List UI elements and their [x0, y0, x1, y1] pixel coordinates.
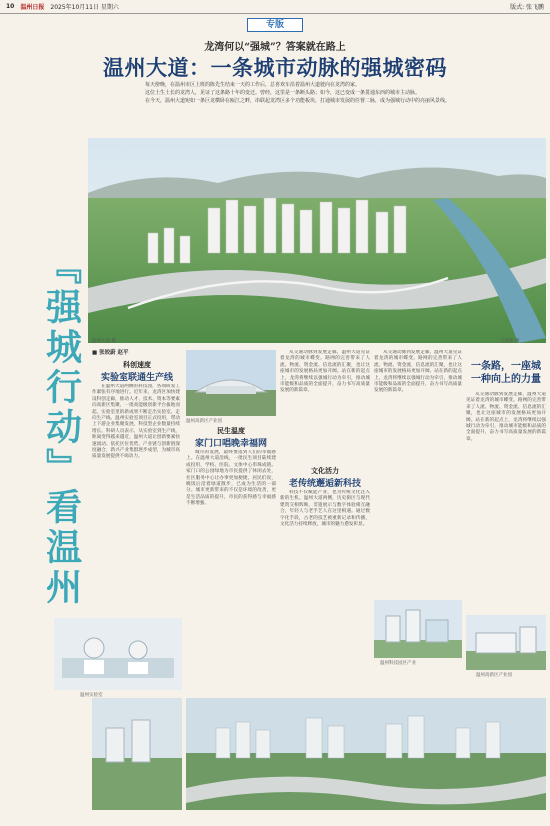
kicker: 龙湾何以“强城”？答案就在路上: [204, 42, 346, 53]
culture-center-illustration: [186, 350, 276, 416]
article-column-culture: [280, 490, 370, 690]
subhead-innovation: [92, 360, 182, 383]
editor-credit: 版式: 张飞鹏: [510, 4, 544, 11]
culture-center-photo: [186, 350, 276, 416]
subhead-culture-small: 文化活力: [311, 466, 339, 475]
bottom-panorama-photo: [186, 698, 546, 810]
article-column-livelihood-b: [280, 350, 370, 460]
lede-paragraph: 这位土生土长的龙湾人，见证了这条路十年的变迁。曾经，这里是一条断头路；如今，这已变成一条贯通东西的城市主动脉。: [145, 90, 421, 96]
headline: 温州大道：一条城市动脉的强城密码: [103, 55, 447, 80]
bottom-left-illustration: [92, 698, 182, 810]
paragraph: 从交通动脉到发展走廊，温州大道见证着龙湾的城市蝶变。路网的完善带来了人流、物流、资金流、信息流的汇聚，也让这座城市的发展格局更加开阔。站在新的起点上，龙湾将继续以强城行动为牵引，推动城市能级和品质的全面提升，奋力书写高质量发展的新篇章。: [280, 350, 370, 394]
tech-park-illustration: [374, 600, 462, 658]
subhead-livelihood-big: 家门口唱晚幸福网: [194, 439, 267, 449]
industrial-park-illustration: [466, 615, 546, 670]
article-column-innovation: [92, 384, 180, 624]
paper-name: 温州日报: [20, 4, 45, 11]
masthead-bar: [0, 0, 550, 14]
subhead-culture-big: 老传统邂逅新科技: [288, 479, 361, 489]
main-photo-credit-right: 王国泰 摄: [500, 339, 520, 344]
main-aerial-photo: [88, 138, 546, 343]
paragraph: 在温州大道两侧的科技园，各项研发工作紧张有序地进行。近年来，龙湾区加快建设科创走廊，推动人才、技术、资本等要素向高新区集聚，一批高能级创新平台拔地而起。实验室里的新成果不断走出实验室、走向生产线。温州实验室项目正式投用，带动上下游企业集聚发展，科技型企业数量持续增长。科研人员表示，从实验室到生产线，距离变得越来越近，温州大道让创新要素快速流动。依托区位优势，产业链与创新链深度融合，新兴产业集群逐步成型，为城市高质量发展提供不竭动力。: [92, 384, 180, 460]
tech-park-caption: 温州科技园区产业: [380, 661, 416, 666]
tech-park-photo: [374, 600, 462, 658]
lab-photo-caption: 温州实验室: [80, 693, 103, 698]
right-heading-line-1: 一条路，一座城: [471, 361, 541, 372]
right-heading-line-2: 一种向上的力量: [471, 374, 541, 385]
paragraph: 科技不仅赋能产业，也为传统文化注入新的生机。温州大道两侧，历史街区与现代建筑交相辉映，非遗展示与数字体验相互融合，年轻人与老手艺人在这里相遇。通过数字化手段，古老的技艺被重新记录和传播，文化活力持续释放，城市的魅力愈发彰显。: [280, 490, 370, 528]
subhead-innovation-big: 实验室联通生产线: [100, 373, 173, 383]
paragraph: 从交通动脉到发展走廊，温州大道见证着龙湾的城市蝶变。路网的完善带来了人流、物流、资金流、信息流的汇聚，也让这座城市的发展格局更加开阔。站在新的起点上，龙湾将继续以强城行动为牵引，推动城市能级和品质的全面提升，奋力书写高质量发展的新篇章。: [466, 392, 546, 442]
byline: ■ 张皎蔚 赵平: [92, 350, 129, 356]
paragraph: 城市的发展，最终要落到人们的幸福感上。在温州大道沿线，一批民生项目陆续建成投用，学校、医院、文体中心串珠成链。家门口的公园绿地为市民提供了休闲去处，社区服务中心让办事更加便捷。居民们说，晚饭后沿着绿道散步，已成为生活的一部分。城市更新带来的不仅是环境的改善，更是生活品质的提升，市民的获得感与幸福感不断增强。: [186, 450, 276, 507]
subhead-innovation-small: 科创速度: [123, 360, 151, 369]
lab-illustration: [54, 618, 182, 690]
culture-center-caption: 温州高新区产业园: [186, 419, 222, 424]
industrial-park-caption: 温州高新区产业园: [476, 673, 512, 678]
subhead-livelihood: [186, 426, 276, 449]
main-photo-credit-left: 温州大道 摄: [92, 339, 116, 344]
article-column-livelihood-a: [186, 450, 276, 690]
vertical-banner: [36, 248, 88, 628]
subhead-culture: [280, 466, 370, 489]
page-number: 10: [6, 3, 15, 10]
paragraph: 从交通动脉到发展走廊，温州大道见证着龙湾的城市蝶变。路网的完善带来了人流、物流、资金流、信息流的汇聚，也让这座城市的发展格局更加开阔。站在新的起点上，龙湾将继续以强城行动为牵引，推动城市能级和品质的全面提升，奋力书写高质量发展的新篇章。: [374, 350, 462, 394]
subhead-livelihood-small: 民生温度: [217, 426, 245, 435]
section-label: 专版: [247, 18, 303, 32]
bottom-left-aerial-photo: [92, 698, 182, 810]
lede-paragraph: 每天傍晚，在温州市区上班的陈先生结束一天的工作后，总喜欢车沿着温州大道驶向在龙湾的家。: [145, 82, 361, 88]
banner-line-2: 看温州: [40, 488, 83, 608]
article-column-right-b: [466, 392, 546, 612]
lede: [135, 82, 545, 106]
issue-date: 2025年10月11日 星期六: [50, 4, 119, 11]
industrial-park-photo: [466, 615, 546, 670]
right-column-heading: [466, 360, 546, 386]
article-column-right-a: [374, 350, 462, 600]
lede-paragraph: 在今天，温州大道宛如一条巨龙横卧在瓯江之畔，串联起龙湾区多个功能板块，打通城市发展的任督二脉，成为强城行动中的亮丽风景线。: [145, 98, 451, 104]
panorama-illustration: [186, 698, 546, 810]
aerial-illustration: [88, 138, 546, 343]
lab-photo: [54, 618, 182, 690]
banner-line-1: 『强城行动』: [40, 248, 83, 488]
